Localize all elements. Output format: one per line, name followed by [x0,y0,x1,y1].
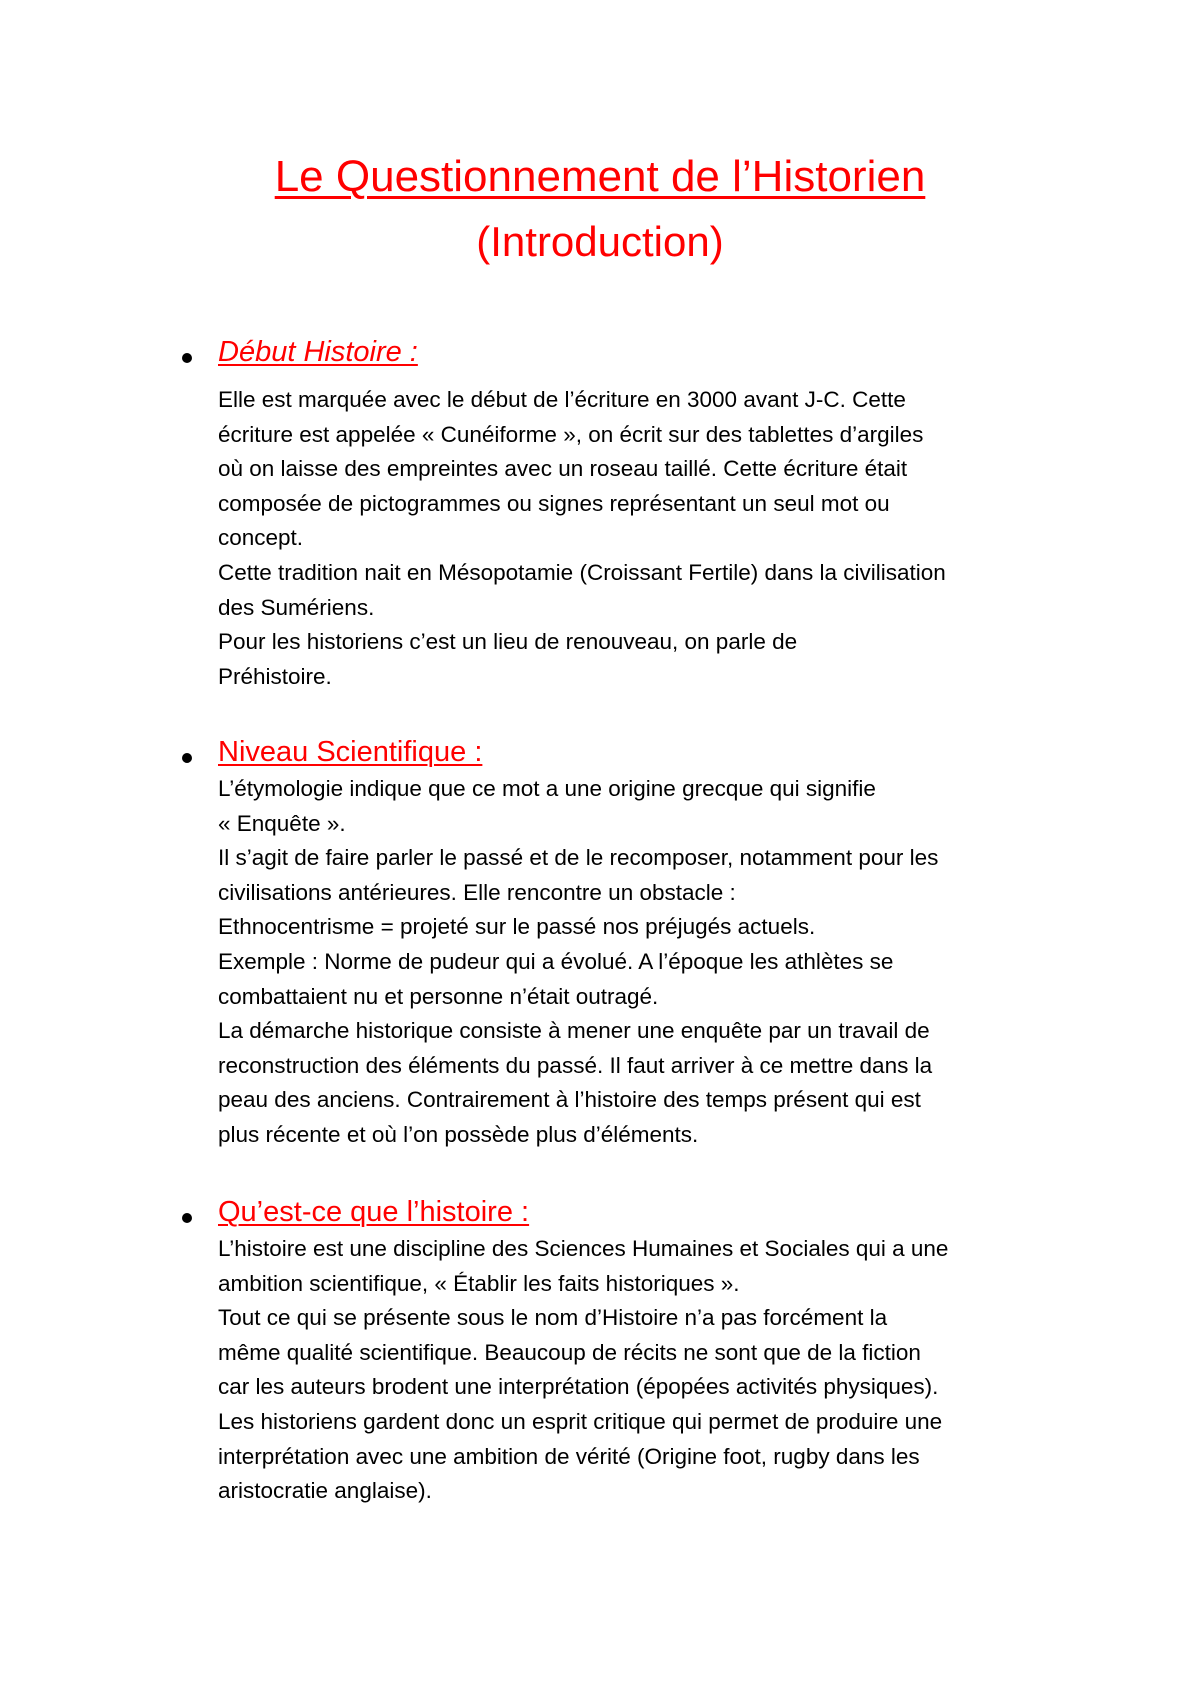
bullet-icon [182,353,192,363]
body-line: même qualité scientifique. Beaucoup de récits ne sont que de la fiction [218,1339,921,1365]
section-heading: Niveau Scientifique : [218,736,483,768]
body-line: aristocratie anglaise). [218,1478,432,1504]
body-line: où on laisse des empreintes avec un roseau taillé. Cette écriture était [218,456,908,482]
section-body [218,1232,1098,1509]
body-line: plus récente et où l’on possède plus d’éléments. [218,1121,699,1147]
section-heading: Qu’est-ce que l’histoire : [218,1196,530,1228]
body-line: interprétation avec une ambition de vérité (Origine foot, rugby dans les [218,1443,920,1469]
body-line: Tout ce qui se présente sous le nom d’Histoire n’a pas forcément la [218,1305,888,1331]
body-line: L’histoire est une discipline des Sciences Humaines et Sociales qui a une [218,1236,949,1261]
bullet-icon [182,753,192,763]
body-line: Elle est marquée avec le début de l’écriture en 3000 avant J-C. Cette [218,387,906,412]
body-line: écriture est appelée « Cunéiforme », on écrit sur des tablettes d’argiles [218,421,924,447]
section-heading: Début Histoire : [218,336,418,368]
body-line: Il s’agit de faire parler le passé et de le recomposer, notamment pour les [218,845,939,871]
body-line: « Enquête ». [218,810,346,836]
body-line: La démarche historique consiste à mener une enquête par un travail de [218,1018,930,1044]
body-line: Cette tradition nait en Mésopotamie (Croissant Fertile) dans la civilisation [218,559,946,585]
document-title: Le Questionnement de l’Historien [274,152,926,201]
body-line: Préhistoire. [218,663,332,689]
body-line: civilisations antérieures. Elle rencontre un obstacle : [218,879,736,905]
body-line: Les historiens gardent donc un esprit critique qui permet de produire une [218,1408,943,1434]
body-line: concept. [218,525,304,551]
bullet-icon [182,1213,192,1223]
document-subtitle: (Introduction) [476,218,724,265]
body-line: reconstruction des éléments du passé. Il faut arriver à ce mettre dans la [218,1052,933,1078]
body-line: peau des anciens. Contrairement à l’histoire des temps présent qui est [218,1087,921,1113]
body-line: des Sumériens. [218,594,375,620]
body-line: Exemple : Norme de pudeur qui a évolué. A l’époque les athlètes se [218,948,894,974]
section-body [218,772,1098,1153]
body-line: Ethnocentrisme = projeté sur le passé nos préjugés actuels. [218,914,816,940]
body-line: combattaient nu et personne n’était outragé. [218,983,659,1009]
body-line: car les auteurs brodent une interprétation (épopées activités physiques). [218,1374,939,1400]
section-body [218,383,1098,694]
body-line: Pour les historiens c’est un lieu de renouveau, on parle de [218,629,798,655]
body-line: composée de pictogrammes ou signes représentant un seul mot ou [218,490,890,516]
body-line: ambition scientifique, « Établir les faits historiques ». [218,1270,740,1296]
body-line: L’étymologie indique que ce mot a une origine grecque qui signifie [218,776,876,801]
